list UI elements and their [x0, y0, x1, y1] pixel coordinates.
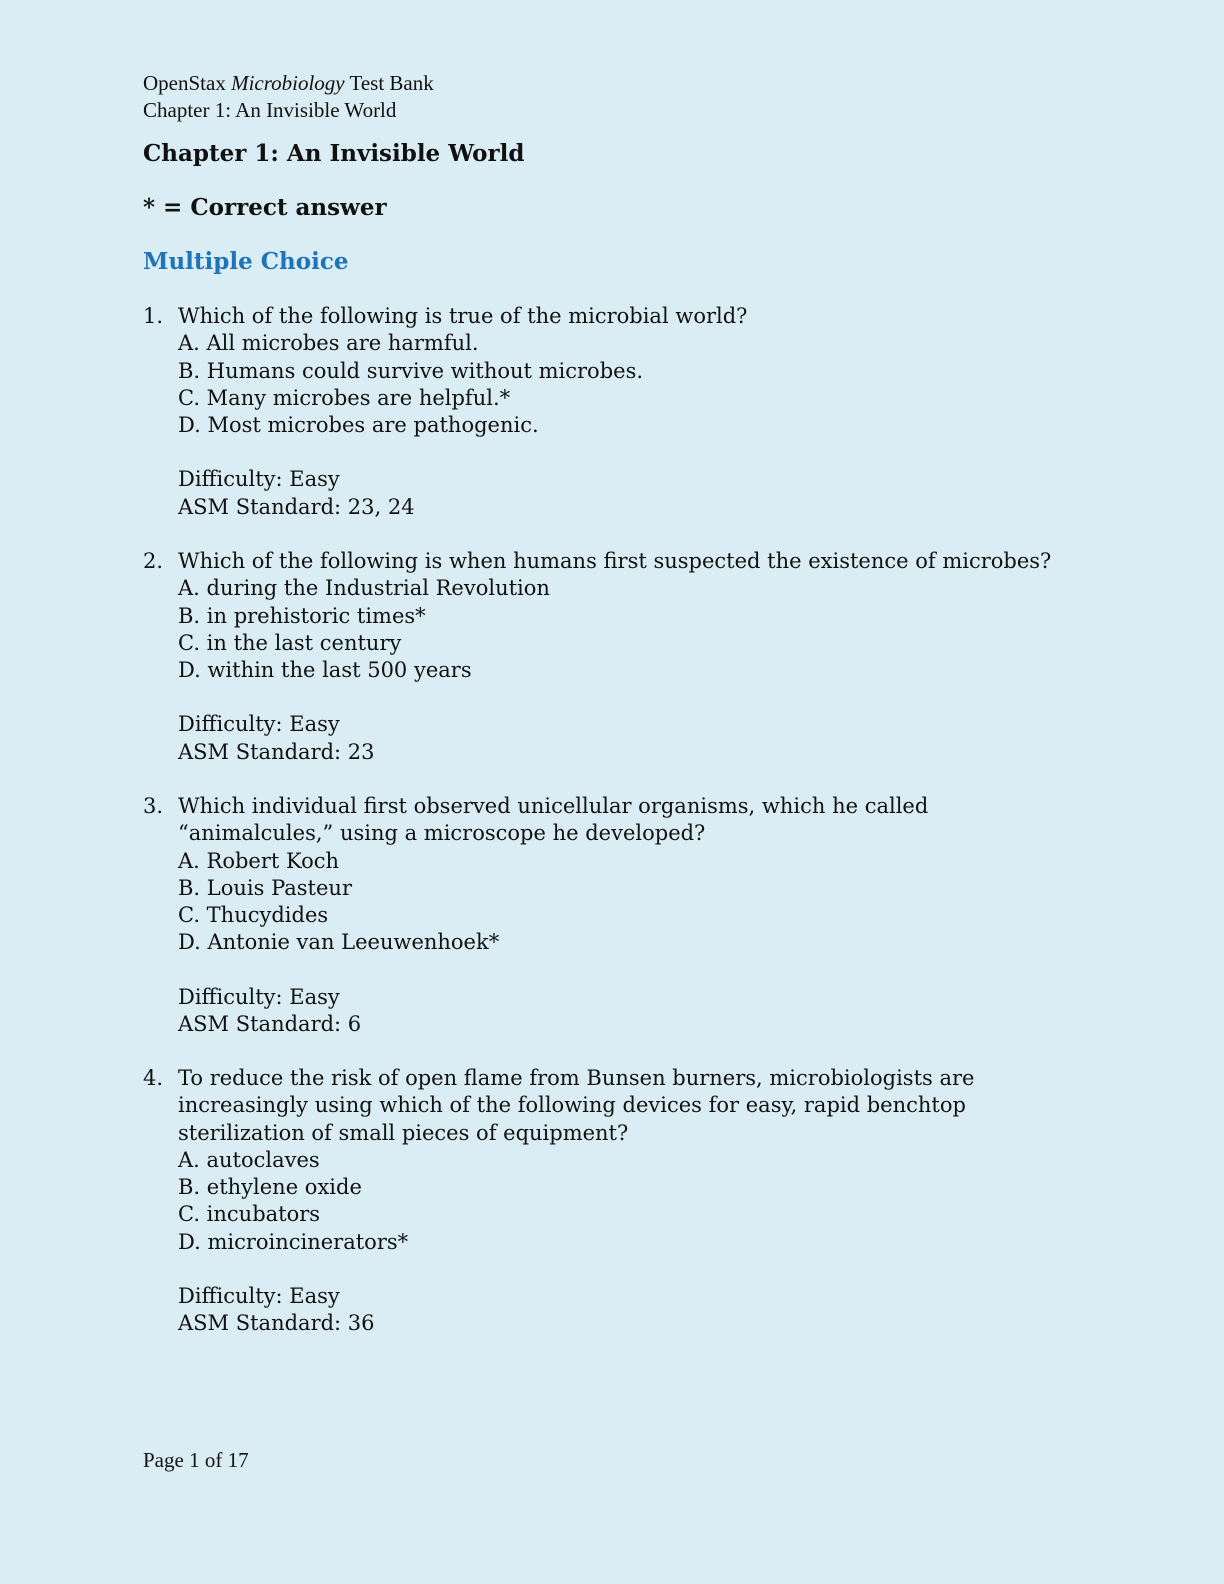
difficulty: Difficulty: Easy — [178, 1284, 340, 1309]
question-meta — [178, 466, 1103, 521]
question-2 — [143, 548, 1103, 766]
answer-option-d: D. Most microbes are pathogenic. — [178, 413, 539, 438]
answer-option-a: A. All microbes are harmful. — [178, 331, 479, 356]
question-stem: Which of the following is when humans first suspected the existence of microbes? — [178, 549, 1052, 573]
header-line-1: OpenStax Microbiology Test Bank — [143, 71, 434, 95]
question-1 — [143, 303, 1103, 521]
answer-option-a: A. autoclaves — [178, 1147, 320, 1172]
answer-option-c: C. incubators — [178, 1202, 321, 1227]
question-number: 4. — [143, 1066, 164, 1090]
answer-option-b: B. Humans could survive without microbes. — [178, 358, 644, 383]
question-meta — [178, 984, 1103, 1039]
asm-standard: ASM Standard: 23, 24 — [178, 494, 415, 519]
question-4 — [143, 1065, 1103, 1338]
answer-option-b: B. Louis Pasteur — [178, 875, 352, 900]
page-footer: Page 1 of 17 — [143, 1448, 249, 1472]
answer-option-c: C. Thucydides — [178, 903, 329, 928]
question-stem-cont: increasingly using which of the following devices for easy, rapid benchtop — [178, 1093, 966, 1118]
chapter-title: Chapter 1: An Invisible World — [143, 140, 525, 167]
difficulty: Difficulty: Easy — [178, 712, 340, 737]
section-title: Multiple Choice — [143, 248, 349, 275]
answer-option-a: A. Robert Koch — [178, 848, 340, 873]
answer-option-d: D. microincinerators* — [178, 1229, 409, 1254]
question-number: 1. — [143, 304, 164, 328]
question-3 — [143, 793, 1103, 1038]
question-stem: Which individual first observed unicellular organisms, which he called — [178, 794, 929, 818]
asm-standard: ASM Standard: 23 — [178, 739, 375, 764]
answer-legend: * = Correct answer — [143, 194, 387, 221]
answer-option-d: D. Antonie van Leeuwenhoek* — [178, 930, 500, 955]
answer-option-c: C. Many microbes are helpful.* — [178, 385, 511, 410]
question-number: 2. — [143, 549, 164, 573]
question-stem: Which of the following is true of the microbial world? — [178, 304, 748, 328]
difficulty: Difficulty: Easy — [178, 467, 340, 492]
running-header — [143, 70, 434, 124]
question-meta — [178, 711, 1103, 766]
asm-standard: ASM Standard: 36 — [178, 1311, 375, 1336]
question-stem-cont: “animalcules,” using a microscope he developed? — [178, 821, 706, 846]
answer-option-c: C. in the last century — [178, 630, 402, 655]
question-stem-cont: sterilization of small pieces of equipment? — [178, 1120, 629, 1145]
header-book-title: Microbiology — [231, 71, 345, 95]
question-meta — [178, 1283, 1103, 1338]
answer-option-b: B. ethylene oxide — [178, 1175, 362, 1200]
answer-option-a: A. during the Industrial Revolution — [178, 576, 550, 601]
answer-option-b: B. in prehistoric times* — [178, 603, 426, 628]
question-stem: To reduce the risk of open flame from Bunsen burners, microbiologists are — [178, 1066, 975, 1090]
asm-standard: ASM Standard: 6 — [178, 1012, 362, 1037]
difficulty: Difficulty: Easy — [178, 984, 340, 1009]
answer-option-d: D. within the last 500 years — [178, 658, 472, 683]
header-line-2: Chapter 1: An Invisible World — [143, 98, 397, 122]
question-number: 3. — [143, 794, 164, 818]
